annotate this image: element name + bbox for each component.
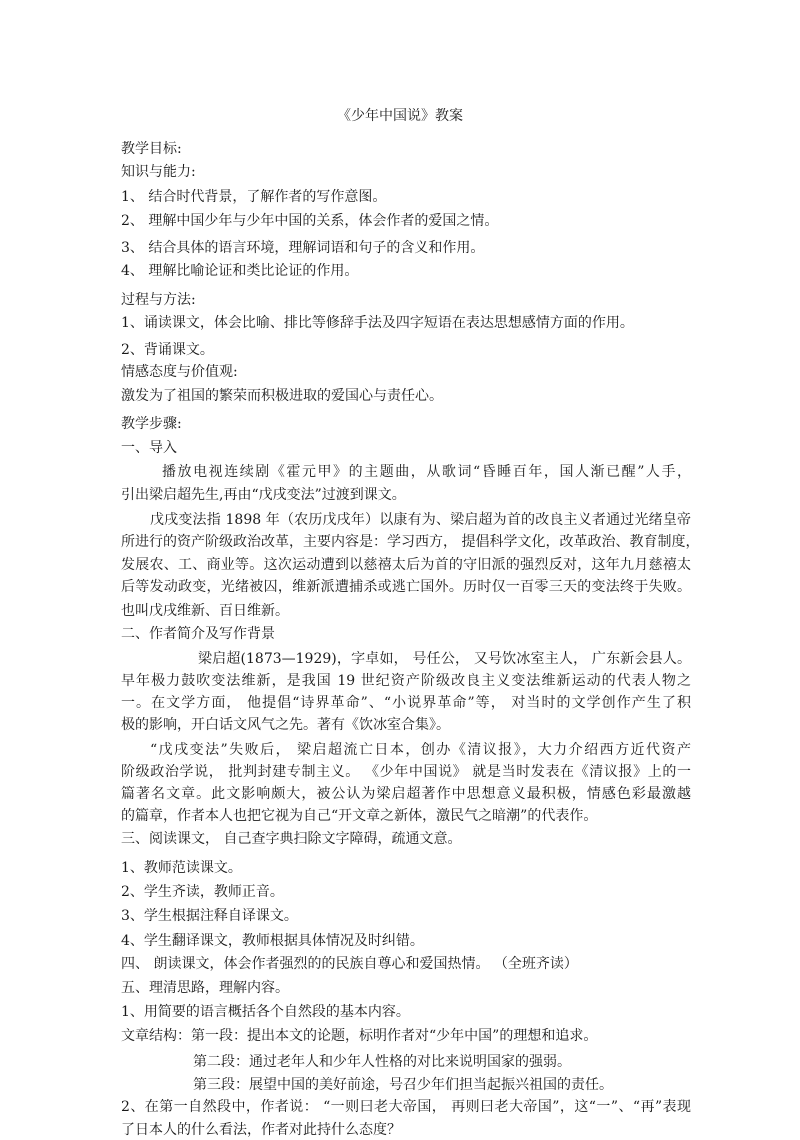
heading-knowledge-ability: 知识与能力:: [121, 164, 196, 180]
paragraph-line: 早年极力鼓吹变法维新，是我国 19 世纪资产阶级改良主义变法维新运动的代表人物之: [121, 673, 691, 689]
heading-teaching-steps: 教学步骤:: [121, 416, 182, 432]
paragraph-line: “戊戌变法”失败后， 梁启超流亡日本，创办《清议报》，大力介绍西方近代资产: [150, 742, 691, 758]
paragraph-line: 所进行的资产阶级政治改革，主要内容是：学习西方， 提倡科学文化，改革政治、教育制度，: [121, 534, 700, 550]
list-item: 4、学生翻译课文，教师根据具体情况及时纠错。: [121, 933, 424, 949]
list-item: 2、 理解中国少年与少年中国的关系，体会作者的爱国之情。: [121, 213, 499, 229]
paragraph-line: 也叫戊戌维新、百日维新。: [121, 603, 289, 619]
document-title: 《少年中国说》教案: [337, 108, 463, 124]
paragraph-line: 极的影响，开白话文风气之先。著有《饮冰室合集》。: [121, 717, 450, 733]
paragraph-line: 激发为了祖国的繁荣而积极进取的爱国心与责任心。: [121, 388, 443, 404]
list-item: 3、学生根据注释自译课文。: [121, 908, 298, 924]
list-item: 1、教师范读课文。: [121, 860, 242, 876]
paragraph-line: 引出梁启超先生,再由“戊戌变法”过渡到课文。: [121, 487, 406, 503]
list-item: 2、背诵课文。: [121, 342, 214, 358]
heading-process-method: 过程与方法:: [121, 292, 196, 308]
list-item: 2、学生齐读，教师正音。: [121, 884, 284, 900]
paragraph-line: 梁启超(1873—1929)，字卓如， 号任公， 又号饮冰室主人， 广东新会县人。: [198, 651, 691, 667]
structure-line: 第二段：通过老年人和少年人性格的对比来说明国家的强弱。: [193, 1054, 571, 1070]
heading-teaching-goals: 教学目标:: [121, 141, 182, 157]
list-item: 2、在第一自然段中，作者说： “一则曰老大帝国， 再则曰老大帝国”，这“一”、“再”表现: [121, 1099, 691, 1115]
list-item: 4、 理解比喻论证和类比论证的作用。: [121, 263, 359, 279]
section-heading: 四、 朗读课文，体会作者强烈的的民族自尊心和爱国热情。 （全班齐读）: [121, 956, 578, 972]
paragraph-line: 的篇章，作者本人也把它视为自己“开文章之新体，激民气之暗潮”的代表作。: [121, 808, 598, 824]
paragraph-line: 阶级政治学说， 批判封建专制主义。 《少年中国说》 就是当时发表在《清议报》上的一: [121, 764, 691, 780]
paragraph-line: 播放电视连续剧《霍元甲》的主题曲，从歌词“昏睡百年，国人渐已醒”人手，: [162, 464, 691, 480]
paragraph-line: 发展农、工、商业等。这次运动遭到以慈禧太后为首的守旧派的强烈反对，这年九月慈禧太: [121, 557, 691, 573]
list-item: 1、用简要的语言概括各个自然段的基本内容。: [121, 1004, 410, 1020]
list-item: 1、诵读课文，体会比喻、排比等修辞手法及四字短语在表达思想感情方面的作用。: [121, 315, 634, 331]
paragraph-line: 一。在文学方面， 他提倡“诗界革命”、“小说界革命”等， 对当时的文学创作产生了积: [121, 695, 691, 711]
list-item: 3、 结合具体的语言环境，理解词语和句子的含义和作用。: [121, 240, 485, 256]
structure-line: 文章结构：第一段：提出本文的论题，标明作者对“少年中国”的理想和追求。: [121, 1028, 598, 1044]
section-heading: 五、理清思路，理解内容。: [121, 980, 289, 996]
section-heading: 一、导入: [121, 440, 177, 456]
section-heading: 三、阅读课文， 自己查字典扫除文字障碍，疏通文意。: [121, 831, 462, 847]
paragraph-line: 篇著名文章。此文影响颇大，被公认为梁启超著作中思想意义最积极，情感色彩最激越: [121, 786, 691, 802]
list-item: 1、 结合时代背景，了解作者的写作意图。: [121, 189, 387, 205]
heading-attitude-values: 情感态度与价值观:: [121, 364, 238, 380]
paragraph-line: 后等发动政变，光绪被囚，维新派遭捕杀或逃亡国外。历时仅一百零三天的变法终于失败。: [121, 579, 691, 595]
structure-line: 第三段：展望中国的美好前途，号召少年们担当起振兴祖国的责任。: [193, 1077, 613, 1093]
paragraph-line: 了日本人的什么看法，作者对此持什么态度？: [121, 1122, 401, 1138]
section-heading: 二、作者简介及写作背景: [121, 626, 275, 642]
paragraph-line: 戊戌变法指 1898 年（农历戊戌年）以康有为、梁启超为首的改良主义者通过光绪皇帝: [150, 512, 691, 528]
